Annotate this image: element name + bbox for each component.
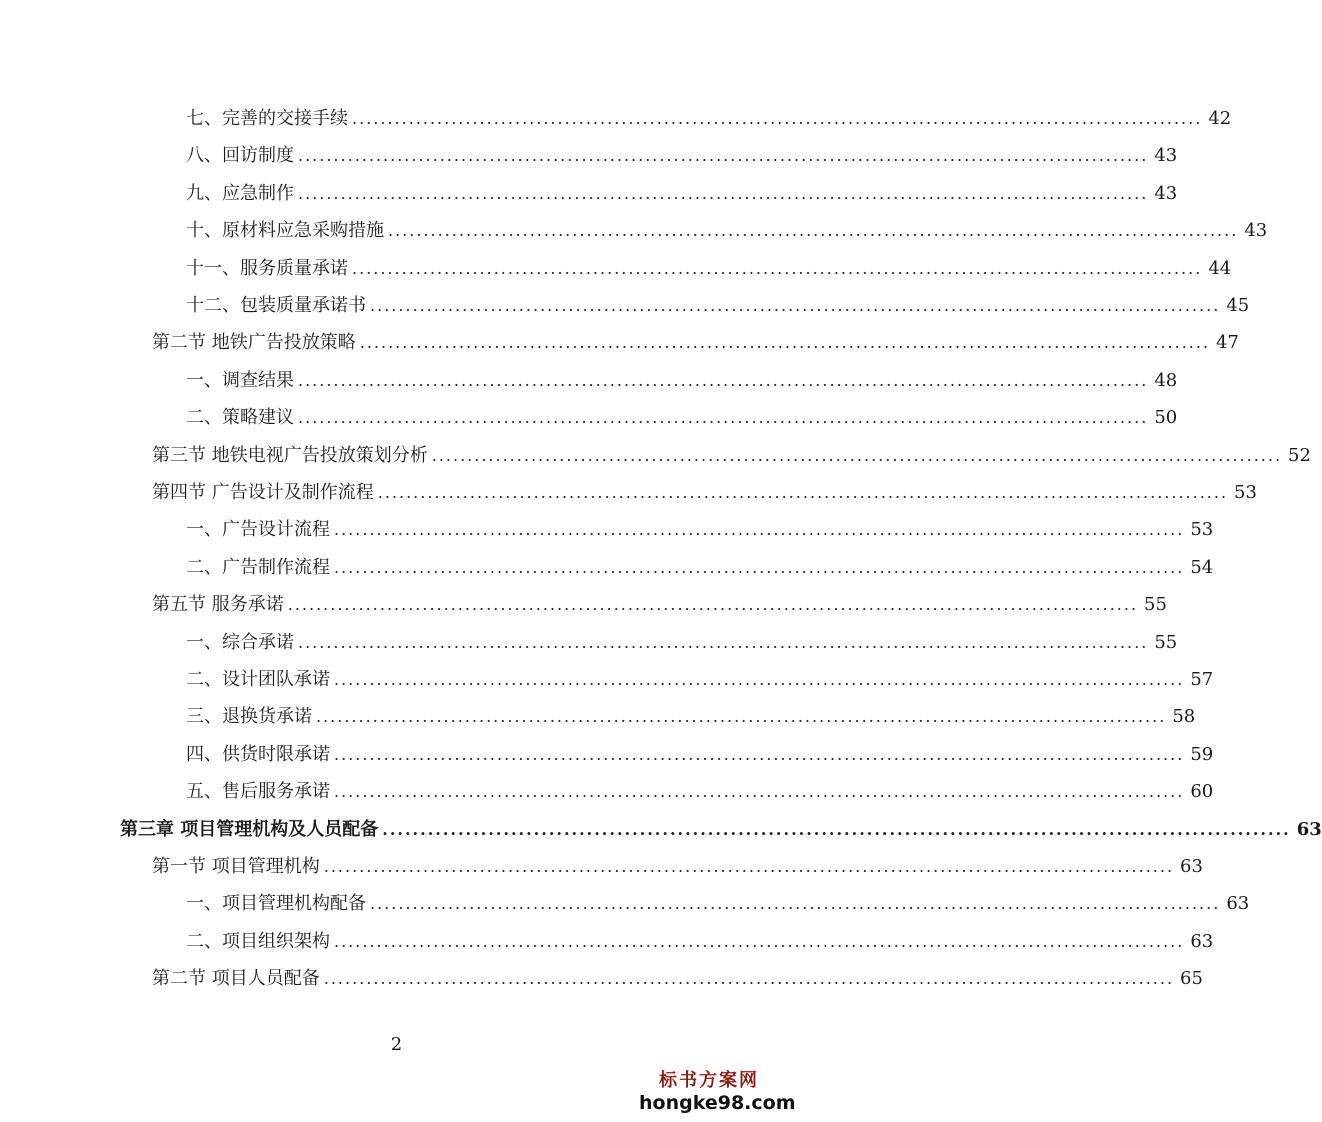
toc-leader-dots: ........................................................................................................................ [352, 109, 1203, 128]
toc-entry-page: 48 [1154, 370, 1178, 391]
toc-entry[interactable] [186, 631, 1178, 655]
toc-entry[interactable] [186, 219, 1268, 243]
toc-entry[interactable] [186, 668, 1214, 692]
toc-entry[interactable] [186, 107, 1232, 131]
toc-entry[interactable] [186, 294, 1250, 318]
toc-entry-title: 二、广告制作流程 [186, 557, 330, 578]
toc-entry[interactable] [186, 406, 1178, 430]
toc-entry-title: 第五节 服务承诺 [152, 594, 284, 615]
toc-leader-dots: ........................................................................................................................ [298, 408, 1149, 427]
toc-entry[interactable] [152, 593, 1167, 617]
toc-leader-dots: ........................................................................................................................ [431, 446, 1283, 465]
watermark-url: hongke98.com [639, 1092, 796, 1114]
toc-entry-title: 一、广告设计流程 [186, 519, 330, 540]
toc-entry-page: 50 [1154, 407, 1178, 428]
toc-leader-dots: ........................................................................................................................ [352, 259, 1203, 278]
toc-entry-title: 十、原材料应急采购措施 [186, 220, 384, 241]
toc-leader-dots: ........................................................................................................................ [334, 782, 1185, 801]
toc-leader-dots: ........................................................................................................................ [359, 333, 1211, 352]
toc-entry[interactable] [186, 780, 1214, 804]
toc-entry[interactable] [186, 930, 1214, 954]
toc-entry-title: 十二、包装质量承诺书 [186, 295, 366, 316]
toc-entry-page: 43 [1154, 145, 1178, 166]
toc-entry-page: 45 [1226, 295, 1250, 316]
toc-entry-page: 43 [1244, 220, 1268, 241]
toc-entry-page: 58 [1172, 706, 1196, 727]
toc-leader-dots: ........................................................................................................................ [334, 932, 1185, 951]
toc-leader-dots: ........................................................................................................................ [287, 595, 1139, 614]
toc-leader-dots: ........................................................................................................................ [298, 371, 1149, 390]
toc-entry-title: 二、设计团队承诺 [186, 669, 330, 690]
watermark [639, 1066, 796, 1114]
toc-entry-title: 三、退换货承诺 [186, 706, 312, 727]
toc-entry[interactable] [186, 518, 1214, 542]
page-number: 2 [390, 1034, 403, 1055]
toc-entry-page: 55 [1144, 594, 1167, 615]
toc-entry-title: 第三节 地铁电视广告投放策划分析 [152, 445, 428, 466]
toc-entry-title: 八、回访制度 [186, 145, 294, 166]
toc-leader-dots: ........................................................................................................................ [334, 670, 1185, 689]
toc-entry[interactable] [186, 556, 1214, 580]
toc-entry-page: 44 [1208, 258, 1232, 279]
toc-entry-page: 63 [1190, 931, 1214, 952]
toc-entry-title: 二、项目组织架构 [186, 931, 330, 952]
toc-entry-title: 五、售后服务承诺 [186, 781, 330, 802]
toc-entry[interactable] [152, 855, 1203, 879]
toc-entry[interactable] [152, 967, 1203, 991]
toc-entry-title: 第四节 广告设计及制作流程 [152, 482, 374, 503]
toc-entry-title: 九、应急制作 [186, 183, 294, 204]
toc-entry-title: 十一、服务质量承诺 [186, 258, 348, 279]
toc-leader-dots: ........................................................................................................................ [334, 558, 1185, 577]
toc-leader-dots: ........................................................................................................................ [298, 184, 1149, 203]
toc-entry-title: 第二节 项目人员配备 [152, 968, 320, 989]
toc-entry[interactable] [186, 182, 1178, 206]
toc-entry[interactable] [120, 818, 1322, 842]
toc-entry-page: 63 [1226, 893, 1250, 914]
toc-entry[interactable] [186, 705, 1196, 729]
toc-entry-title: 第三章 项目管理机构及人员配备 [120, 819, 379, 840]
toc-entry-page: 52 [1288, 445, 1311, 466]
toc-entry-page: 47 [1216, 332, 1239, 353]
toc-leader-dots: ........................................................................................................................ [316, 707, 1167, 726]
toc-entry-page: 42 [1208, 108, 1232, 129]
toc-leader-dots: ........................................................................................................................ [370, 296, 1221, 315]
toc-leader-dots: ........................................................................................................................ [298, 633, 1149, 652]
toc-entry-title: 二、策略建议 [186, 407, 294, 428]
toc-entry-page: 65 [1180, 968, 1203, 989]
toc-entry-title: 一、综合承诺 [186, 632, 294, 653]
toc-entry-page: 55 [1154, 632, 1178, 653]
toc-entry-page: 54 [1190, 557, 1214, 578]
toc-entry-page: 53 [1190, 519, 1214, 540]
toc-entry[interactable] [152, 331, 1239, 355]
toc-entry-title: 第二节 地铁广告投放策略 [152, 332, 356, 353]
toc-entry-title: 一、调查结果 [186, 370, 294, 391]
toc-entry[interactable] [186, 369, 1178, 393]
toc-leader-dots: ........................................................................................................................ [388, 221, 1239, 240]
toc-entry[interactable] [186, 892, 1250, 916]
toc-entry[interactable] [186, 743, 1214, 767]
toc-entry[interactable] [186, 257, 1232, 281]
toc-entry-title: 四、供货时限承诺 [186, 744, 330, 765]
toc-entry-page: 59 [1190, 744, 1214, 765]
toc-entry-page: 57 [1190, 669, 1214, 690]
toc-entry-page: 60 [1190, 781, 1214, 802]
toc-entry-title: 七、完善的交接手续 [186, 108, 348, 129]
toc-entry-page: 63 [1180, 856, 1203, 877]
toc-leader-dots: ........................................................................................................................ [323, 969, 1175, 988]
toc-leader-dots: ........................................................................................................................ [377, 483, 1229, 502]
toc-leader-dots: ........................................................................................................................ [334, 745, 1185, 764]
toc-leader-dots: ........................................................................................................................ [382, 820, 1291, 839]
toc-entry[interactable] [152, 444, 1311, 468]
toc-entry[interactable] [186, 144, 1178, 168]
toc-entry-page: 63 [1296, 819, 1322, 840]
toc-leader-dots: ........................................................................................................................ [323, 857, 1175, 876]
toc-entry-page: 43 [1154, 183, 1178, 204]
toc-leader-dots: ........................................................................................................................ [298, 146, 1149, 165]
toc-leader-dots: ........................................................................................................................ [370, 894, 1221, 913]
toc-entry-page: 53 [1234, 482, 1257, 503]
watermark-title: 标书方案网 [659, 1070, 759, 1091]
toc-entry-title: 第一节 项目管理机构 [152, 856, 320, 877]
toc-entry-title: 一、项目管理机构配备 [186, 893, 366, 914]
toc-entry[interactable] [152, 481, 1257, 505]
toc-leader-dots: ........................................................................................................................ [334, 520, 1185, 539]
